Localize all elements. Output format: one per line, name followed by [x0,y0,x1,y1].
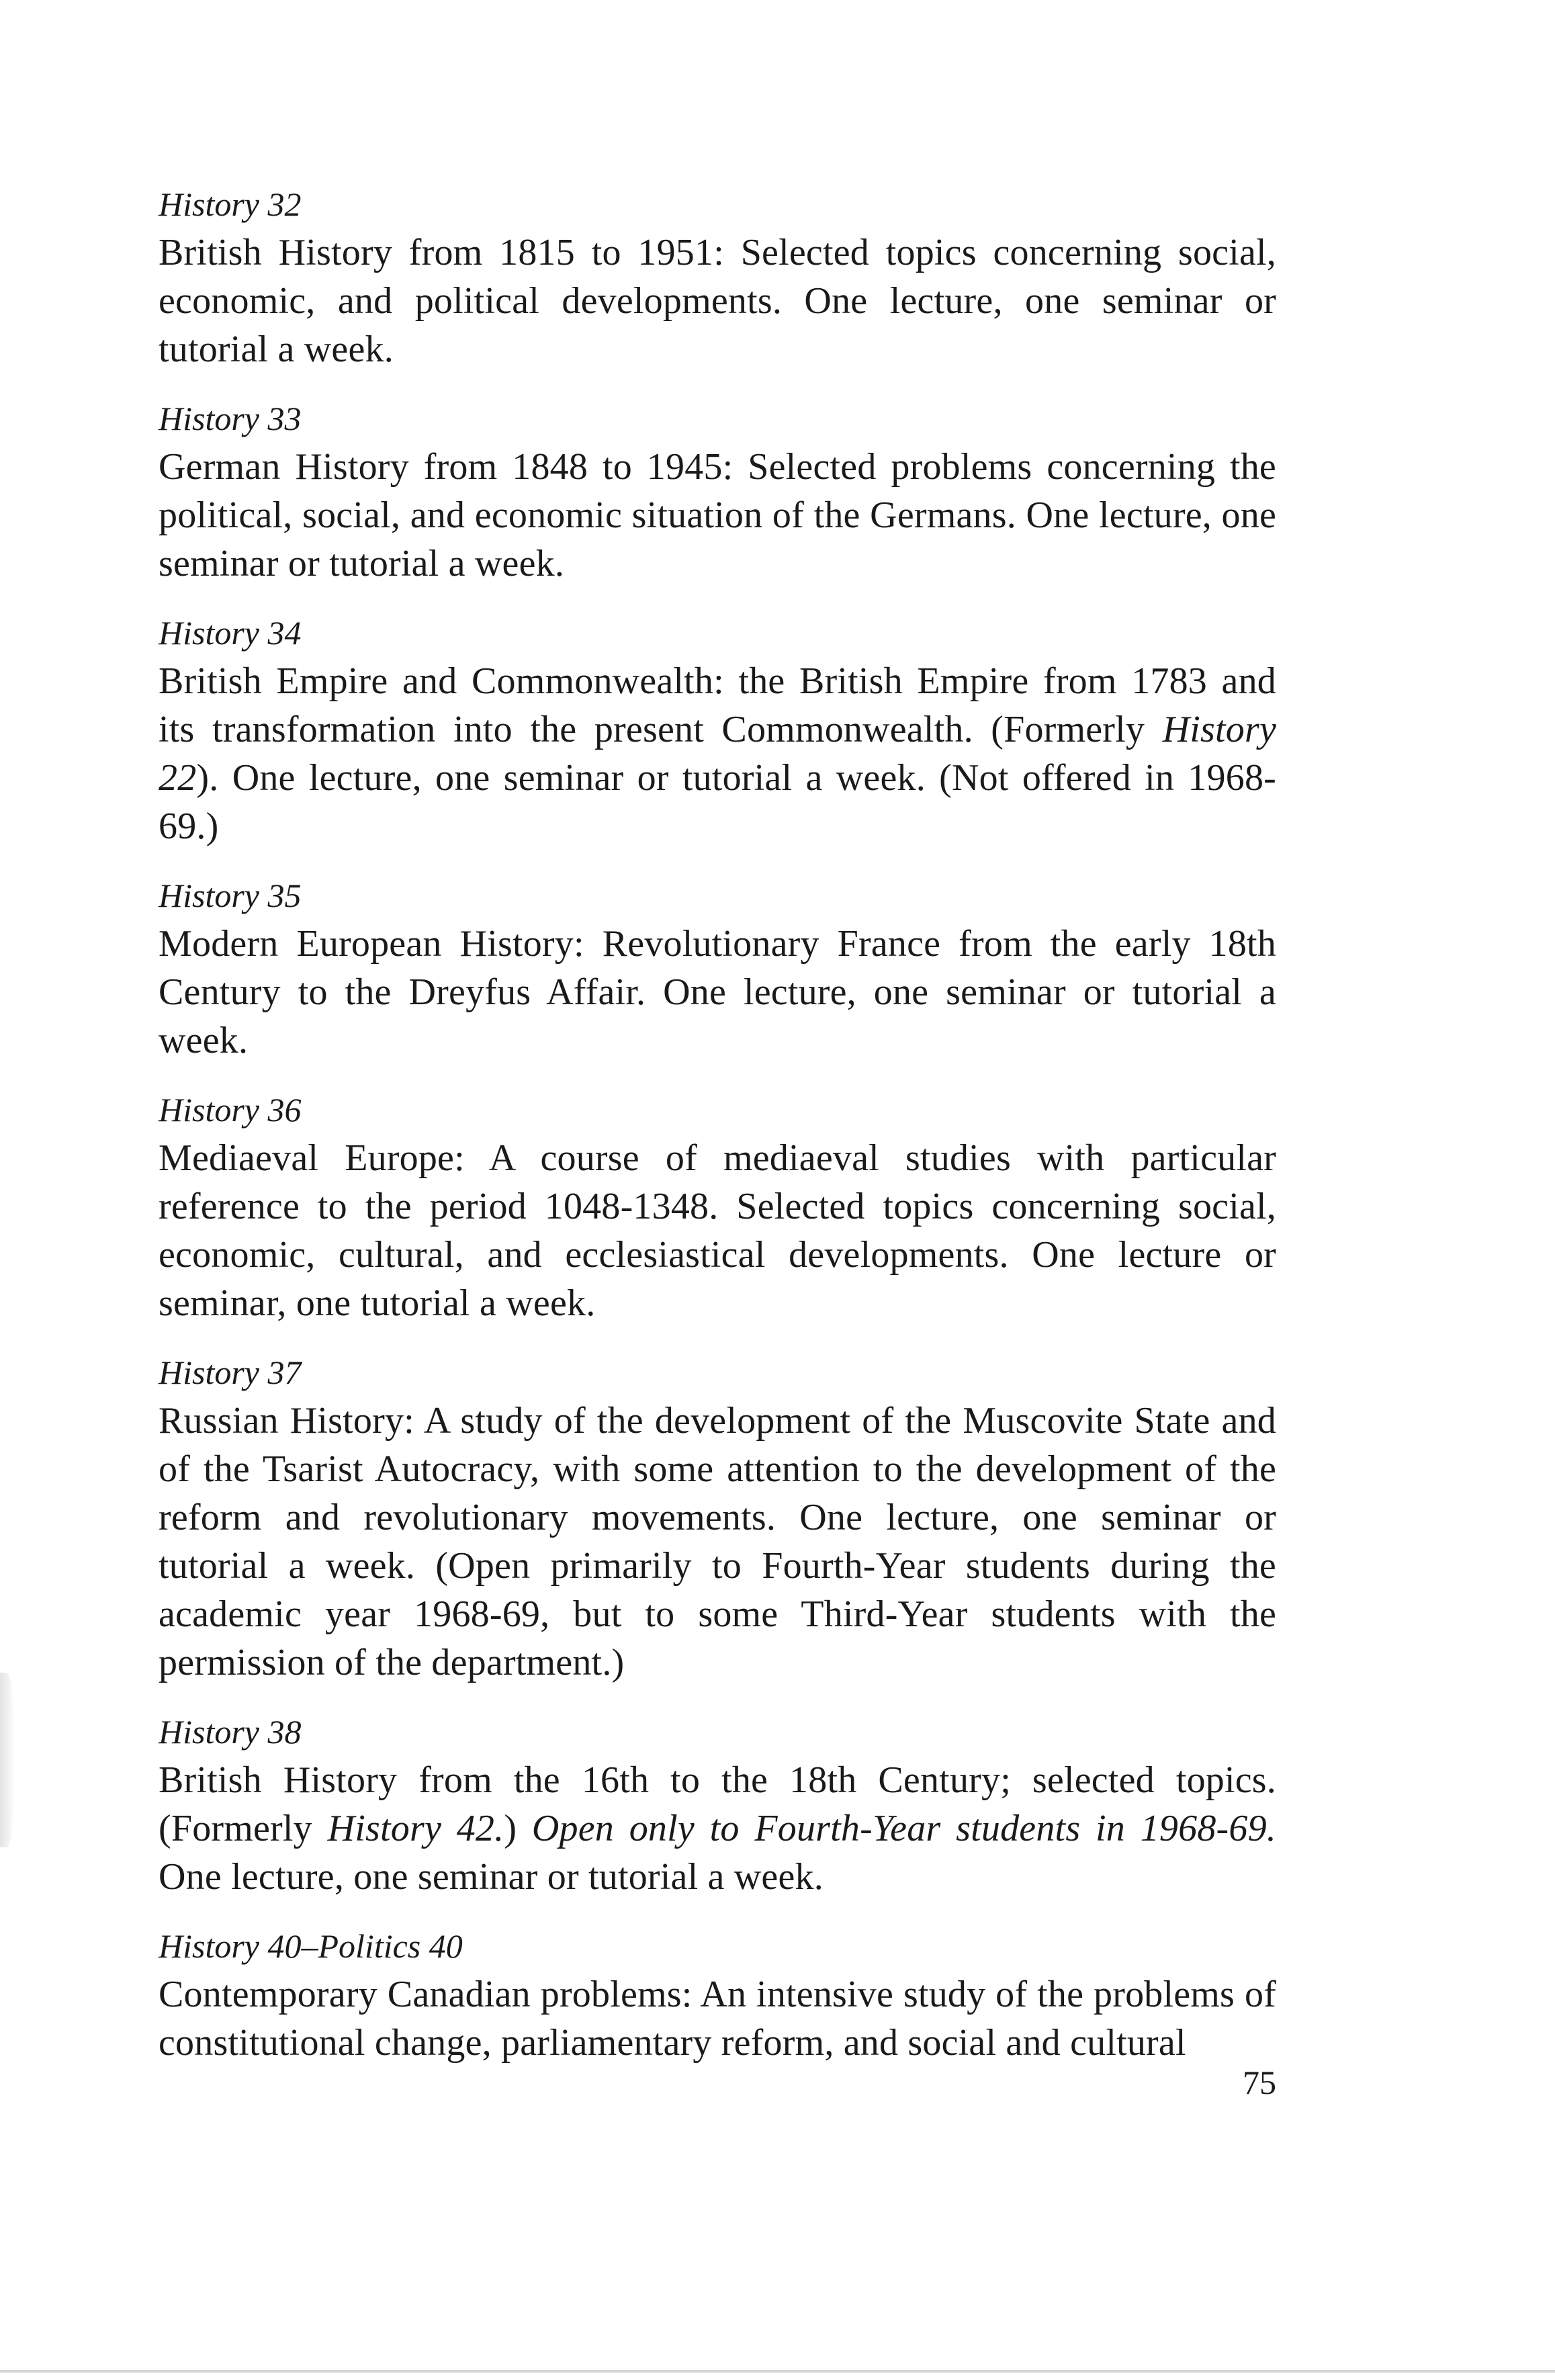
course-description: Mediaeval Europe: A course of mediaeval studies with particular reference to the period 1048-1348. Selected topics concerning social, economic, cultural, and ecclesiastical developments. One lecture or seminar, one tutorial a week. [159,1137,1276,1324]
course-description: British History from the 16th to the 18th Century; selected topics. (Formerly History 42.) Open only to Fourth-Year students in 1968-69. One lecture, one seminar or tutorial a week. [159,1759,1276,1898]
course-entry-history-35 [159,871,1276,1065]
course-title: History 32 [159,185,302,223]
course-title: History 36 [159,1091,302,1129]
course-title: History 38 [159,1713,302,1751]
course-title: History 40–Politics 40 [159,1927,463,1965]
course-description: Modern European History: Revolutionary France from the early 18th Century to the Dreyfus Affair. One lecture, one seminar or tutorial a week. [159,923,1276,1061]
course-title: History 37 [159,1354,302,1391]
course-entry-history-37 [159,1348,1276,1687]
course-title: History 33 [159,400,302,437]
scan-bottom-edge [0,2370,1555,2373]
course-entry-history-38 [159,1708,1276,1901]
course-restriction-note: Open only to Fourth-Year students in 1968-69. [531,1808,1276,1849]
course-title: History 35 [159,877,302,914]
course-reference: History 42. [327,1808,504,1849]
course-entry-history-32 [159,180,1276,373]
course-title: History 34 [159,614,302,652]
course-description: British History from 1815 to 1951: Selected topics concerning social, economic, and political developments. One lecture, one seminar or tutorial a week. [159,232,1276,370]
course-entry-history-33 [159,394,1276,588]
course-entry-history-40-politics-40 [159,1922,1276,2067]
course-description: Russian History: A study of the development of the Muscovite State and of the Tsarist Autocracy, with some attention to the development of the reform and revolutionary movements. One lecture, one seminar or tutorial a week. (Open primarily to Fourth-Year students during the academic year 1968-69, but to some Third-Year students with the permission of the department.) [159,1400,1276,1683]
course-list [159,180,1276,2067]
course-reference: History 22 [159,709,1276,799]
course-entry-history-36 [159,1086,1276,1327]
course-description: British Empire and Commonwealth: the British Empire from 1783 and its transformation into the present Commonwealth. (Formerly History 22). One lecture, one seminar or tutorial a week. (Not offered in 1968-69.) [159,660,1276,847]
course-description: German History from 1848 to 1945: Selected problems concerning the political, social, and economic situation of the Germans. One lecture, one seminar or tutorial a week. [159,446,1276,584]
page-edge-shadow [0,1673,15,1847]
course-entry-history-34 [159,609,1276,850]
page-number: 75 [1243,2064,1276,2101]
course-description: Contemporary Canadian problems: An intensive study of the problems of constitutional change, parliamentary reform, and social and cultural [159,1974,1276,2064]
